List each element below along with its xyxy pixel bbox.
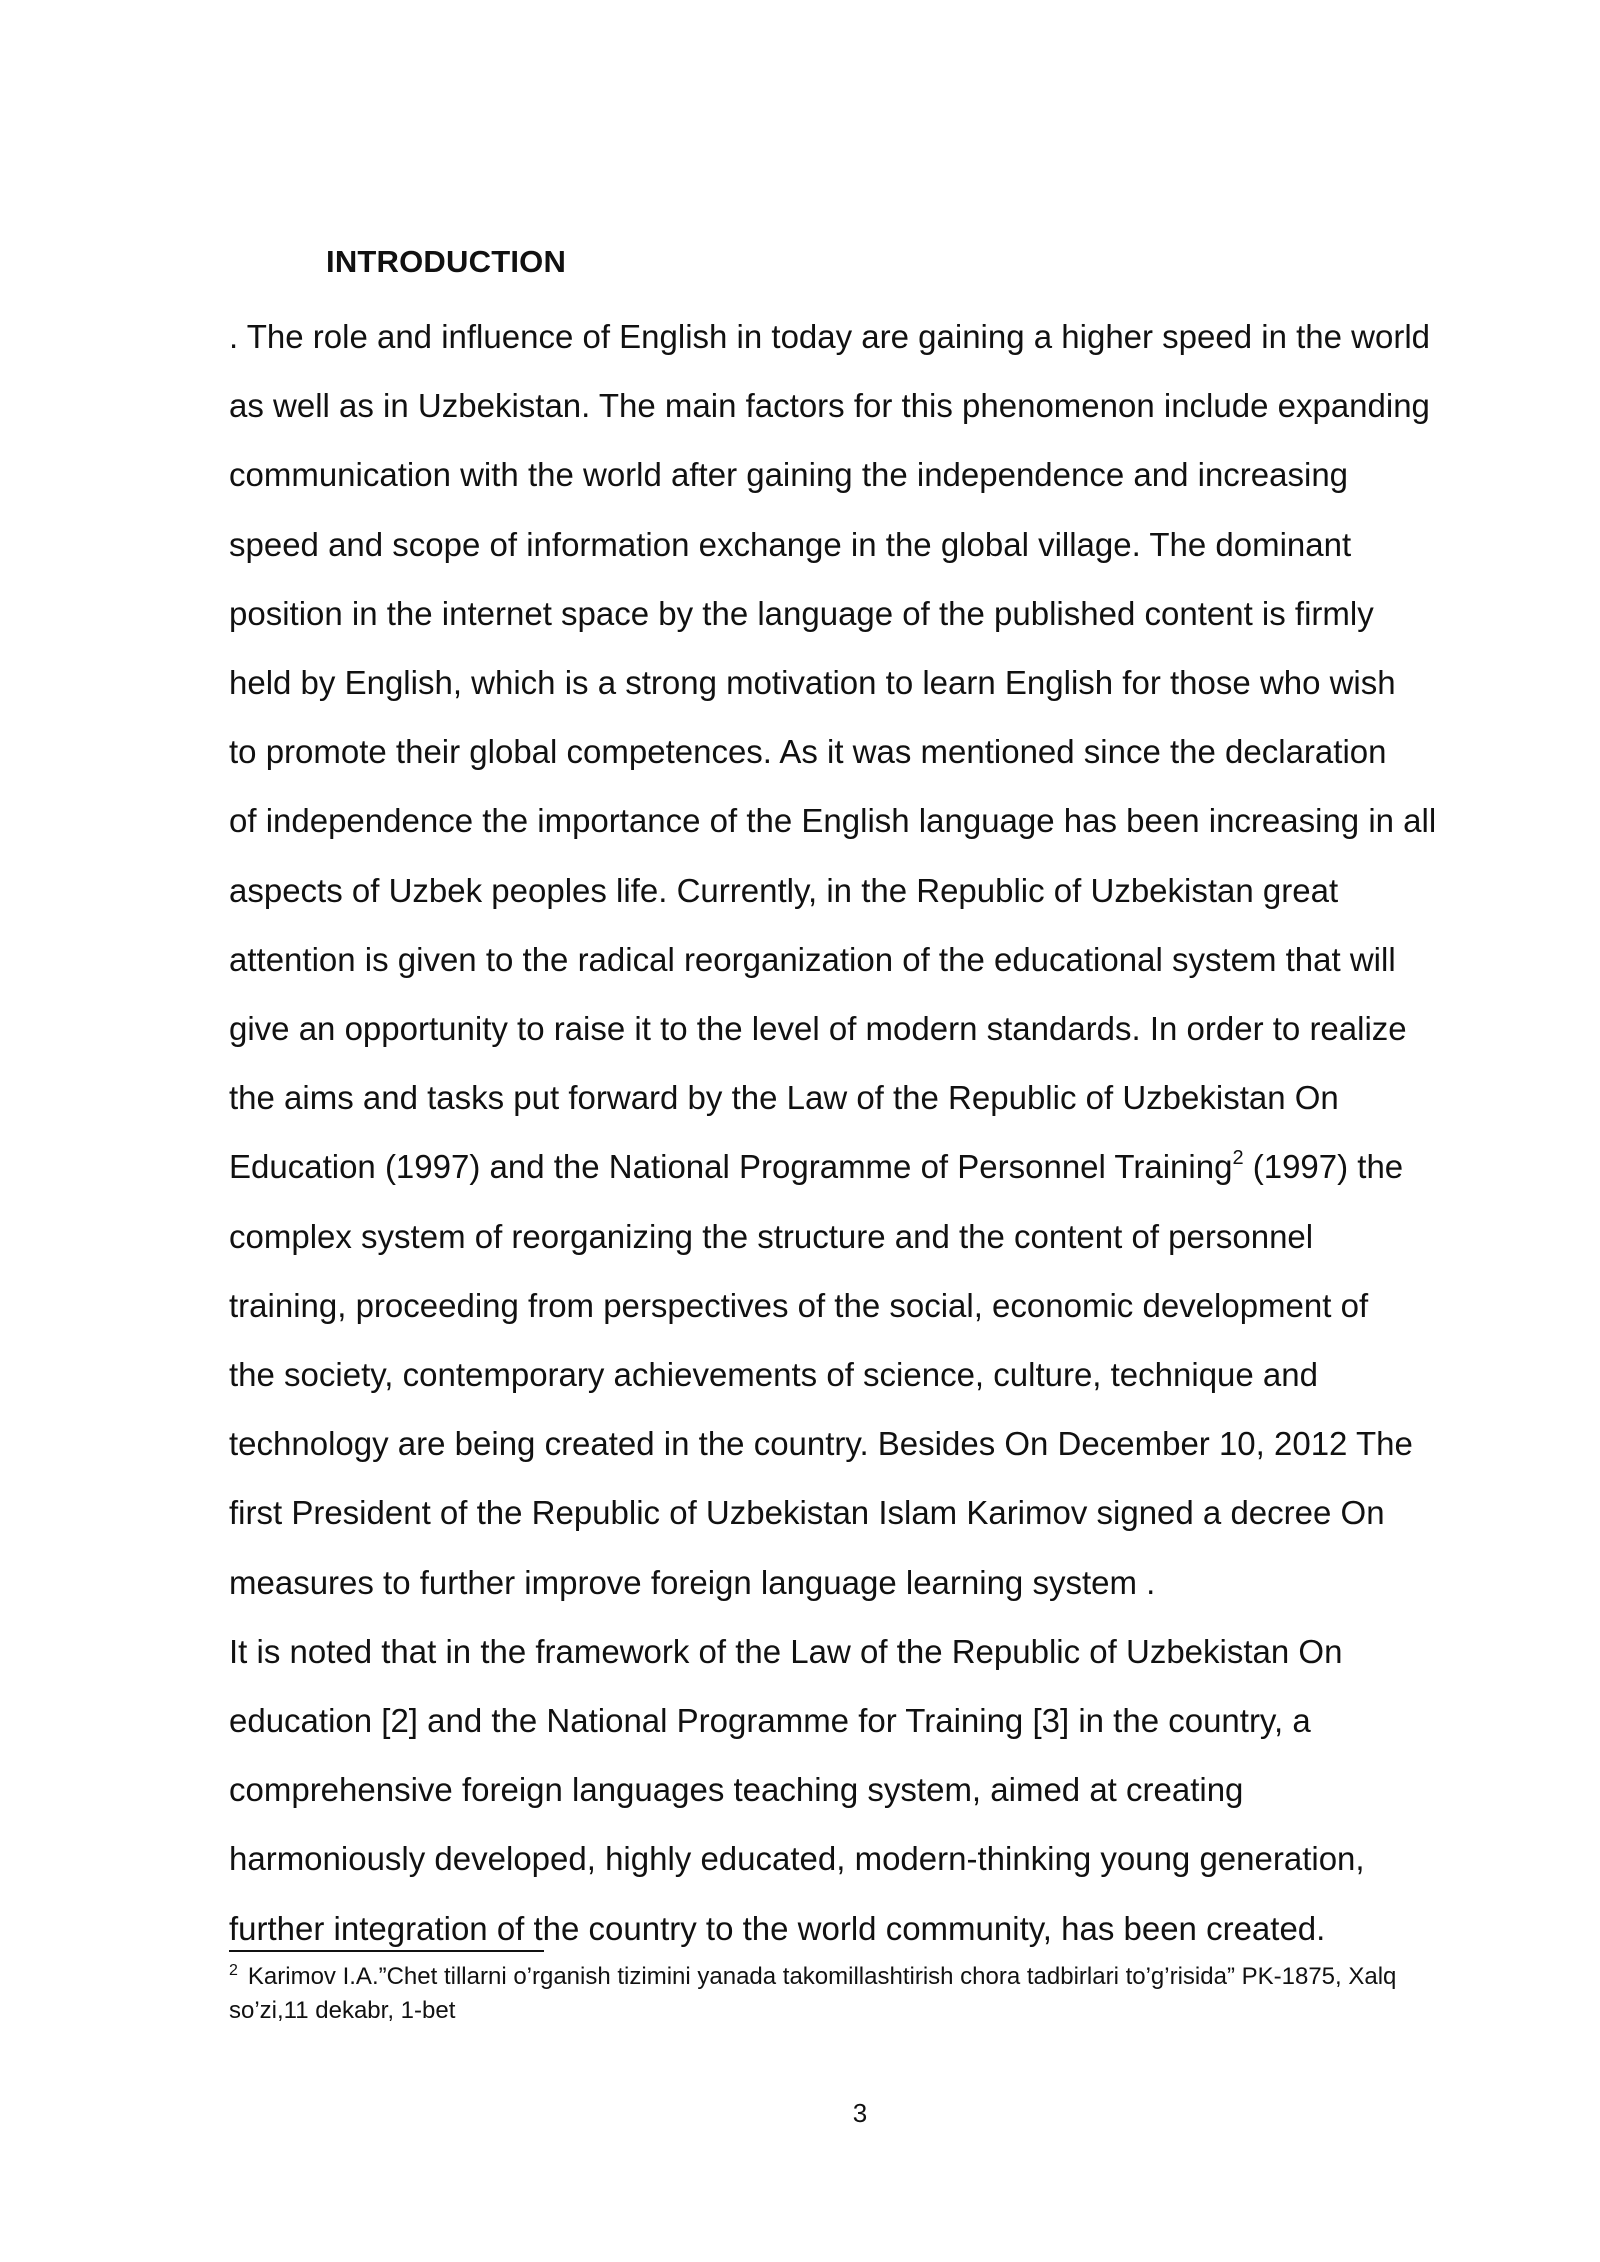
text-line: technology are being created in the country. Besides On December 10, 2012 The bbox=[229, 1425, 1413, 1463]
text-line: first President of the Republic of Uzbekistan Islam Karimov signed a decree On bbox=[229, 1494, 1385, 1532]
text-line: held by English, which is a strong motivation to learn English for those who wish bbox=[229, 664, 1396, 702]
footnote-line: so’zi,11 dekabr, 1-bet bbox=[229, 1997, 456, 2024]
footnote-line bbox=[229, 1960, 1491, 1994]
footnote-text: Karimov I.A.”Chet tillarni o’rganish tizimini yanada takomillashtirish chora tadbirlari to’g’risida” PK-1875, Xalq bbox=[247, 1963, 1397, 1990]
footnote-separator bbox=[229, 1950, 544, 1952]
text-line: . The role and influence of English in today are gaining a higher speed in the world bbox=[229, 318, 1431, 355]
text-line: complex system of reorganizing the structure and the content of personnel bbox=[229, 1217, 1314, 1255]
text-segment: Education (1997) and the National Programme of Personnel Training bbox=[229, 1148, 1233, 1186]
footnote bbox=[229, 1960, 1491, 2028]
text-line: comprehensive foreign languages teaching system, aimed at creating bbox=[229, 1771, 1244, 1809]
body-text bbox=[229, 302, 1491, 1963]
text-line: education [2] and the National Programme for Training [3] in the country, a bbox=[229, 1702, 1311, 1740]
text-line: training, proceeding from perspectives of the social, economic development of bbox=[229, 1286, 1369, 1324]
text-line: the society, contemporary achievements of science, culture, technique and bbox=[229, 1356, 1318, 1394]
text-line: attention is given to the radical reorganization of the educational system that will bbox=[229, 940, 1396, 978]
text-line: position in the internet space by the language of the published content is firmly bbox=[229, 594, 1374, 632]
text-line: harmoniously developed, highly educated, modern-thinking young generation, bbox=[229, 1840, 1365, 1878]
text-line: further integration of the country to the world community, has been created. bbox=[229, 1909, 1326, 1947]
text-line: speed and scope of information exchange in the global village. The dominant bbox=[229, 525, 1352, 563]
footnote-number: 2 bbox=[229, 1962, 238, 1979]
text-segment: (1997) the bbox=[1243, 1148, 1404, 1186]
text-line: the aims and tasks put forward by the Law of the Republic of Uzbekistan On bbox=[229, 1079, 1339, 1117]
paragraph-1 bbox=[229, 302, 1491, 1617]
text-line: communication with the world after gaining the independence and increasing bbox=[229, 456, 1349, 494]
text-line: aspects of Uzbek peoples life. Currently, in the Republic of Uzbekistan great bbox=[229, 871, 1339, 909]
page-number: 3 bbox=[852, 2098, 868, 2128]
footnote-reference[interactable]: 2 bbox=[1232, 1147, 1244, 1170]
text-line: give an opportunity to raise it to the level of modern standards. In order to realize bbox=[229, 1010, 1407, 1048]
text-line: as well as in Uzbekistan. The main factors for this phenomenon include expanding bbox=[229, 387, 1430, 425]
text-line: of independence the importance of the English language has been increasing in all bbox=[229, 802, 1437, 840]
paragraph-2 bbox=[229, 1617, 1491, 1963]
text-line-with-footnote bbox=[229, 1132, 1491, 1201]
text-line: It is noted that in the framework of the Law of the Republic of Uzbekistan On bbox=[229, 1632, 1343, 1670]
text-line: measures to further improve foreign language learning system . bbox=[229, 1563, 1156, 1601]
section-heading: INTRODUCTION bbox=[326, 244, 567, 279]
text-line: to promote their global competences. As it was mentioned since the declaration bbox=[229, 733, 1387, 771]
